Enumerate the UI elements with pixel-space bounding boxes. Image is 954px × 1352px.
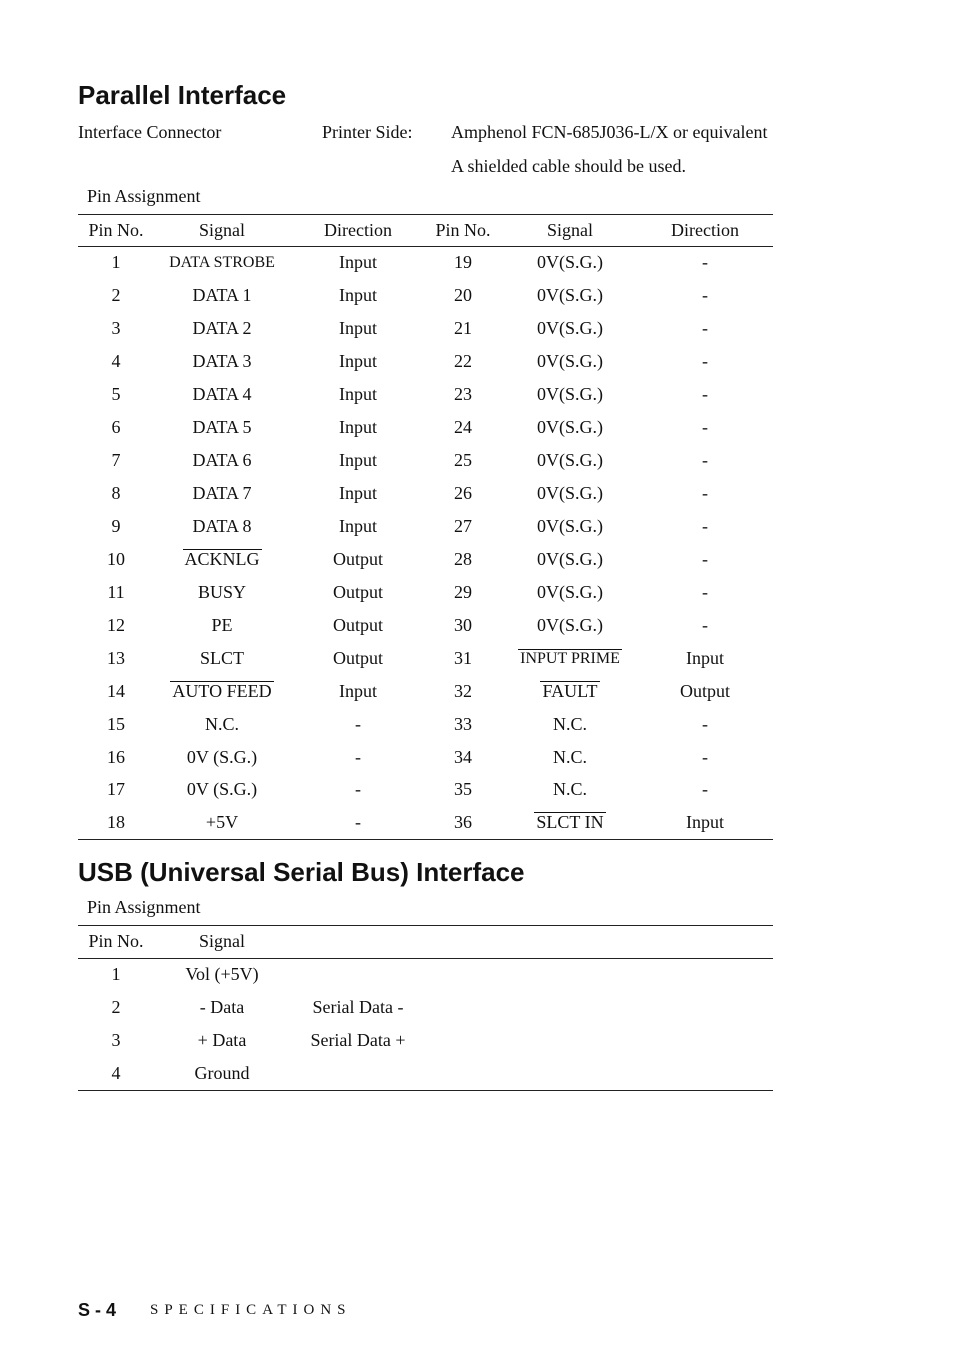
direction: -	[355, 812, 361, 832]
pin-number: 14	[107, 681, 125, 701]
pin-number: 11	[107, 582, 125, 602]
signal-name: DATA 3	[192, 351, 252, 371]
pin-number: 24	[454, 417, 472, 437]
printer-side-label: Printer Side:	[322, 122, 413, 142]
table-row	[78, 576, 773, 609]
table-row	[78, 345, 773, 378]
direction: Input	[339, 252, 377, 272]
table-row	[78, 1057, 773, 1090]
signal-name: BUSY	[197, 582, 246, 602]
pin-number: 21	[454, 318, 472, 338]
direction: Input	[686, 648, 724, 668]
pin-number: 6	[111, 417, 121, 437]
pin-number: 12	[107, 615, 125, 635]
table-row	[78, 279, 773, 312]
pin-number: 25	[454, 450, 472, 470]
signal-name: SLCT	[199, 648, 244, 668]
pin-number: 15	[107, 714, 125, 734]
signal-name: DATA 2	[192, 318, 252, 338]
header-signal: Signal	[546, 220, 593, 240]
usb-interface-heading: USB (Universal Serial Bus) Interface	[78, 857, 525, 887]
signal-name: DATA STROBE	[169, 254, 275, 271]
table-row	[78, 741, 773, 774]
direction: Input	[339, 516, 377, 536]
signal-name: 0V (S.G.)	[186, 779, 258, 799]
pin-number: 18	[107, 812, 125, 832]
parallel-pin-assignment-label: Pin Assignment	[87, 186, 201, 206]
direction: -	[702, 483, 708, 503]
table-row	[78, 675, 773, 708]
direction: Output	[332, 582, 383, 602]
header-direction: Direction	[324, 220, 392, 240]
signal-name	[500, 675, 640, 708]
signal-name: 0V(S.G.)	[537, 285, 603, 305]
interface-connector-label: Interface Connector	[78, 122, 222, 142]
signal-name: Ground	[194, 1063, 250, 1083]
pin-number: 35	[454, 779, 472, 799]
pin-number: 23	[454, 384, 472, 404]
table-row	[78, 477, 773, 510]
pin-number: 29	[454, 582, 472, 602]
direction: -	[702, 351, 708, 371]
signal-name: 0V (S.G.)	[186, 747, 258, 767]
pin-number: 27	[454, 516, 472, 536]
pin-number: 16	[107, 747, 125, 767]
table-row	[78, 543, 773, 576]
active-low-signal: SLCT IN	[536, 812, 604, 832]
direction: -	[702, 516, 708, 536]
header-pin-no: Pin No.	[88, 220, 144, 240]
signal-name: N.C.	[552, 779, 587, 799]
direction: Output	[332, 615, 383, 635]
pin-number: 5	[111, 384, 121, 404]
pin-number: 7	[111, 450, 121, 470]
signal-name: 0V(S.G.)	[537, 549, 603, 569]
direction: Input	[339, 681, 377, 701]
pin-number: 31	[454, 648, 472, 668]
pin-number: 9	[111, 516, 121, 536]
signal-name	[154, 543, 290, 576]
pin-number: 26	[454, 483, 472, 503]
pin-number: 8	[111, 483, 121, 503]
signal-name	[500, 806, 640, 839]
signal-name: 0V(S.G.)	[537, 351, 603, 371]
pin-number: 17	[107, 779, 125, 799]
table-row	[78, 312, 773, 345]
table-row	[78, 642, 773, 675]
active-low-signal: INPUT PRIME	[520, 650, 620, 667]
direction: Input	[339, 483, 377, 503]
parallel-table-header	[78, 214, 773, 247]
pin-number: 34	[454, 747, 472, 767]
pin-number: 33	[454, 714, 472, 734]
direction: -	[702, 747, 708, 767]
signal-name: 0V(S.G.)	[537, 582, 603, 602]
active-low-signal: FAULT	[542, 681, 598, 701]
table-row	[78, 609, 773, 642]
direction: Input	[339, 285, 377, 305]
pin-number: 4	[111, 351, 121, 371]
signal-name: 0V(S.G.)	[537, 483, 603, 503]
signal-name: DATA 6	[192, 450, 252, 470]
direction: -	[702, 615, 708, 635]
table-row	[78, 806, 773, 839]
signal-name: Vol (+5V)	[185, 964, 259, 984]
signal-name: DATA 7	[192, 483, 252, 503]
shielded-cable-note: A shielded cable should be used.	[451, 156, 686, 176]
signal-name: +5V	[205, 812, 239, 832]
pin-number: 3	[111, 318, 121, 338]
parallel-interface-heading: Parallel Interface	[78, 80, 287, 110]
pin-number: 1	[111, 252, 121, 272]
pin-number: 1	[111, 964, 121, 984]
active-low-signal: AUTO FEED	[172, 681, 272, 701]
signal-name: 0V(S.G.)	[537, 615, 603, 635]
direction: Output	[332, 648, 383, 668]
pin-number: 28	[454, 549, 472, 569]
header-signal: Signal	[198, 931, 245, 951]
direction: -	[355, 747, 361, 767]
table-row	[78, 444, 773, 477]
table-row	[78, 1024, 773, 1057]
signal-name: + Data	[197, 1030, 247, 1050]
table-row	[78, 991, 773, 1024]
signal-name: 0V(S.G.)	[537, 450, 603, 470]
direction: -	[702, 417, 708, 437]
header-pin-no: Pin No.	[435, 220, 491, 240]
signal-name: N.C.	[552, 714, 587, 734]
table-row	[78, 378, 773, 411]
direction: Output	[679, 681, 730, 701]
pin-number: 22	[454, 351, 472, 371]
header-pin-no: Pin No.	[88, 931, 144, 951]
usb-table-bottom-rule	[78, 1090, 773, 1091]
direction: -	[355, 714, 361, 734]
pin-number: 36	[454, 812, 472, 832]
parallel-table-bottom-rule	[78, 839, 773, 840]
signal-name	[500, 642, 640, 675]
signal-description: Serial Data -	[312, 997, 404, 1017]
pin-number: 3	[111, 1030, 121, 1050]
table-row	[78, 958, 773, 991]
header-signal: Signal	[198, 220, 245, 240]
direction: Output	[332, 549, 383, 569]
pin-number: 2	[111, 997, 121, 1017]
signal-name: N.C.	[204, 714, 239, 734]
direction: -	[702, 582, 708, 602]
signal-name: 0V(S.G.)	[537, 318, 603, 338]
pin-number: 4	[111, 1063, 121, 1083]
pin-number: 30	[454, 615, 472, 635]
signal-name: 0V(S.G.)	[537, 516, 603, 536]
header-direction: Direction	[671, 220, 739, 240]
direction: Input	[339, 417, 377, 437]
table-row	[78, 510, 773, 543]
signal-description: Serial Data +	[310, 1030, 406, 1050]
direction: -	[702, 549, 708, 569]
section-name: SPECIFICATIONS	[150, 1302, 352, 1318]
table-row	[78, 246, 773, 279]
direction: Input	[339, 318, 377, 338]
usb-pin-assignment-label: Pin Assignment	[87, 897, 201, 917]
signal-name: DATA 4	[192, 384, 252, 404]
signal-name: DATA 1	[192, 285, 252, 305]
direction: -	[702, 285, 708, 305]
direction: -	[355, 779, 361, 799]
pin-number: 10	[107, 549, 125, 569]
signal-name: DATA 8	[192, 516, 252, 536]
direction: Input	[339, 450, 377, 470]
direction: Input	[339, 384, 377, 404]
pin-number: 19	[454, 252, 472, 272]
signal-name: 0V(S.G.)	[537, 252, 603, 272]
direction: -	[702, 714, 708, 734]
page-number: S - 4	[78, 1300, 117, 1320]
printer-side-value: Amphenol FCN-685J036-L/X or equivalent	[451, 122, 768, 142]
direction: -	[702, 318, 708, 338]
active-low-signal: ACKNLG	[184, 549, 260, 569]
direction: -	[702, 779, 708, 799]
direction: Input	[686, 812, 724, 832]
signal-name: 0V(S.G.)	[537, 384, 603, 404]
table-row	[78, 708, 773, 741]
signal-name	[154, 675, 290, 708]
pin-number: 20	[454, 285, 472, 305]
table-row	[78, 411, 773, 444]
direction: -	[702, 252, 708, 272]
pin-number: 32	[454, 681, 472, 701]
table-row	[78, 773, 773, 806]
signal-name: N.C.	[552, 747, 587, 767]
pin-number: 13	[107, 648, 125, 668]
signal-name: DATA 5	[192, 417, 252, 437]
pin-number: 2	[111, 285, 121, 305]
direction: -	[702, 384, 708, 404]
signal-name: PE	[211, 615, 233, 635]
signal-name: 0V(S.G.)	[537, 417, 603, 437]
signal-name: - Data	[199, 997, 245, 1017]
direction: -	[702, 450, 708, 470]
usb-table-header	[78, 925, 773, 958]
direction: Input	[339, 351, 377, 371]
